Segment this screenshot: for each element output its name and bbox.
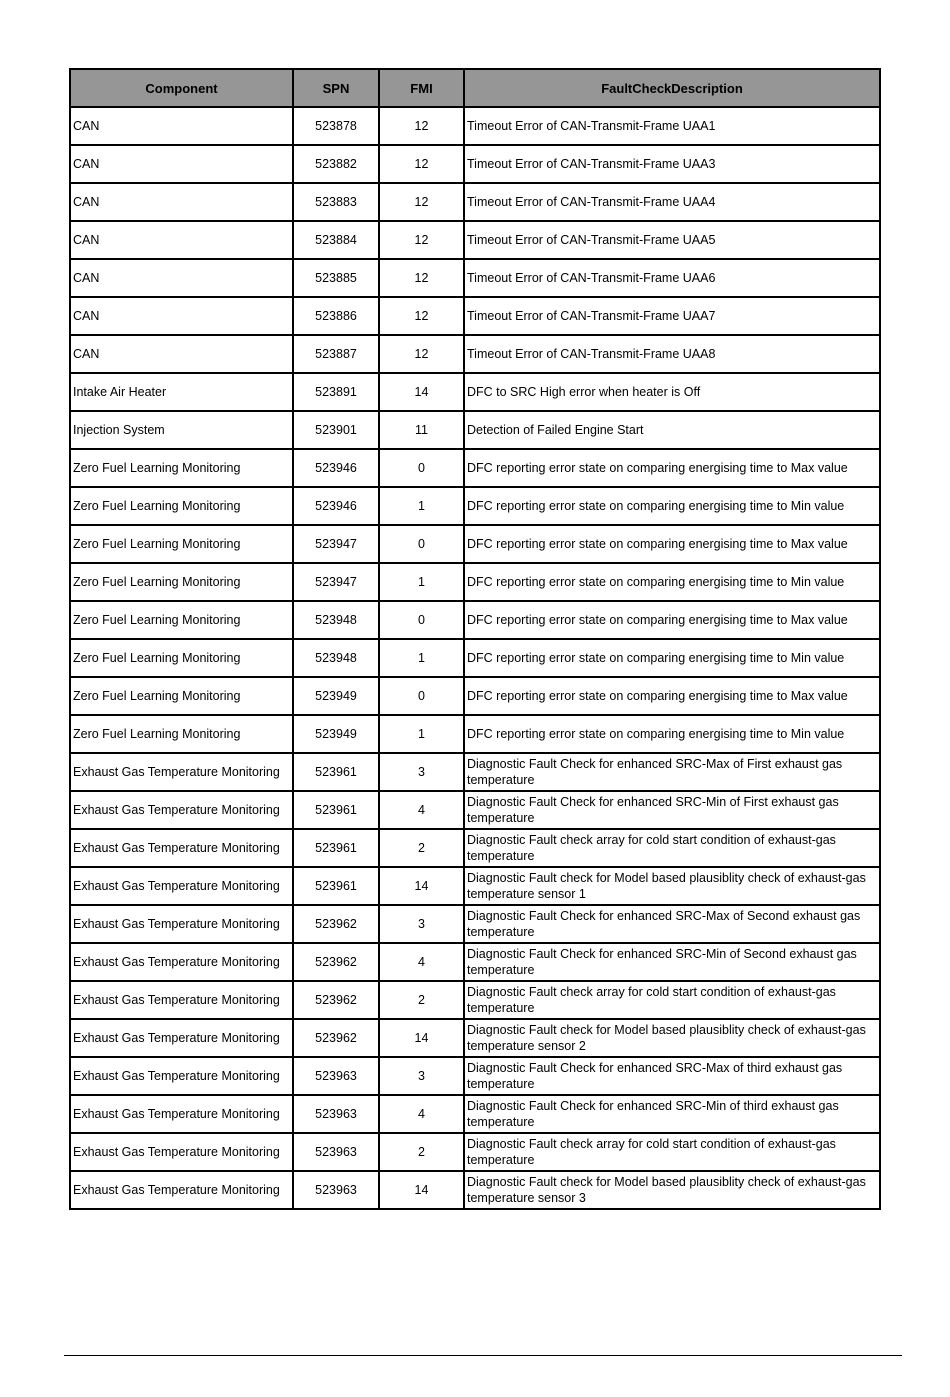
table-row (70, 677, 880, 715)
cell-component: Exhaust Gas Temperature Monitoring (70, 1095, 293, 1133)
cell-component: Zero Fuel Learning Monitoring (70, 639, 293, 677)
table-row (70, 487, 880, 525)
table-row (70, 943, 880, 981)
cell-fmi: 14 (379, 1171, 464, 1209)
cell-spn: 523886 (293, 297, 379, 335)
cell-description: Timeout Error of CAN-Transmit-Frame UAA1 (464, 107, 880, 145)
cell-description: Diagnostic Fault Check for enhanced SRC-Max of Second exhaust gas temperature (464, 905, 880, 943)
cell-spn: 523962 (293, 905, 379, 943)
cell-description: Diagnostic Fault check for Model based plausiblity check of exhaust-gas temperature sensor 3 (464, 1171, 880, 1209)
cell-description: Timeout Error of CAN-Transmit-Frame UAA5 (464, 221, 880, 259)
cell-fmi: 1 (379, 639, 464, 677)
cell-spn: 523884 (293, 221, 379, 259)
cell-fmi: 2 (379, 981, 464, 1019)
cell-description: DFC reporting error state on comparing energising time to Max value (464, 449, 880, 487)
table-row (70, 1057, 880, 1095)
cell-fmi: 0 (379, 449, 464, 487)
cell-spn: 523878 (293, 107, 379, 145)
cell-fmi: 12 (379, 107, 464, 145)
cell-fmi: 2 (379, 829, 464, 867)
cell-spn: 523949 (293, 715, 379, 753)
cell-component: CAN (70, 145, 293, 183)
cell-component: Exhaust Gas Temperature Monitoring (70, 867, 293, 905)
header-spn: SPN (293, 69, 379, 107)
table-row (70, 867, 880, 905)
cell-spn: 523887 (293, 335, 379, 373)
table-row (70, 145, 880, 183)
cell-spn: 523947 (293, 525, 379, 563)
cell-component: Exhaust Gas Temperature Monitoring (70, 829, 293, 867)
cell-description: DFC reporting error state on comparing energising time to Min value (464, 715, 880, 753)
cell-component: Exhaust Gas Temperature Monitoring (70, 905, 293, 943)
header-component: Component (70, 69, 293, 107)
table-row (70, 297, 880, 335)
cell-fmi: 14 (379, 373, 464, 411)
cell-fmi: 12 (379, 183, 464, 221)
cell-description: Detection of Failed Engine Start (464, 411, 880, 449)
table-row (70, 829, 880, 867)
cell-component: Exhaust Gas Temperature Monitoring (70, 981, 293, 1019)
cell-description: Timeout Error of CAN-Transmit-Frame UAA6 (464, 259, 880, 297)
cell-component: Zero Fuel Learning Monitoring (70, 677, 293, 715)
cell-spn: 523963 (293, 1057, 379, 1095)
cell-description: DFC reporting error state on comparing energising time to Min value (464, 639, 880, 677)
cell-spn: 523962 (293, 981, 379, 1019)
cell-fmi: 12 (379, 335, 464, 373)
table-row (70, 639, 880, 677)
table-row (70, 1095, 880, 1133)
cell-spn: 523882 (293, 145, 379, 183)
cell-description: DFC reporting error state on comparing energising time to Max value (464, 601, 880, 639)
cell-component: Exhaust Gas Temperature Monitoring (70, 791, 293, 829)
cell-fmi: 2 (379, 1133, 464, 1171)
cell-fmi: 4 (379, 943, 464, 981)
table-row (70, 981, 880, 1019)
cell-fmi: 1 (379, 563, 464, 601)
table-row (70, 107, 880, 145)
cell-fmi: 12 (379, 145, 464, 183)
cell-description: Diagnostic Fault Check for enhanced SRC-Min of First exhaust gas temperature (464, 791, 880, 829)
cell-spn: 523901 (293, 411, 379, 449)
cell-fmi: 3 (379, 905, 464, 943)
cell-description: DFC reporting error state on comparing energising time to Max value (464, 677, 880, 715)
cell-component: Injection System (70, 411, 293, 449)
cell-description: Timeout Error of CAN-Transmit-Frame UAA8 (464, 335, 880, 373)
table-row (70, 1019, 880, 1057)
header-fmi: FMI (379, 69, 464, 107)
cell-fmi: 14 (379, 867, 464, 905)
cell-component: Zero Fuel Learning Monitoring (70, 525, 293, 563)
table-row (70, 259, 880, 297)
cell-description: Diagnostic Fault Check for enhanced SRC-Min of third exhaust gas temperature (464, 1095, 880, 1133)
table-row (70, 753, 880, 791)
cell-spn: 523948 (293, 601, 379, 639)
table-body (70, 107, 880, 1209)
cell-fmi: 14 (379, 1019, 464, 1057)
cell-description: Diagnostic Fault Check for enhanced SRC-Max of First exhaust gas temperature (464, 753, 880, 791)
cell-fmi: 1 (379, 487, 464, 525)
header-row (70, 69, 880, 107)
table-header (70, 69, 880, 107)
table-row (70, 411, 880, 449)
table-row (70, 563, 880, 601)
cell-component: Zero Fuel Learning Monitoring (70, 449, 293, 487)
cell-description: Timeout Error of CAN-Transmit-Frame UAA4 (464, 183, 880, 221)
cell-spn: 523885 (293, 259, 379, 297)
cell-description: Diagnostic Fault check array for cold start condition of exhaust-gas temperature (464, 981, 880, 1019)
cell-spn: 523946 (293, 487, 379, 525)
cell-component: CAN (70, 221, 293, 259)
cell-component: CAN (70, 259, 293, 297)
table-row (70, 449, 880, 487)
cell-fmi: 0 (379, 677, 464, 715)
cell-component: CAN (70, 107, 293, 145)
cell-component: CAN (70, 183, 293, 221)
cell-spn: 523961 (293, 791, 379, 829)
cell-spn: 523891 (293, 373, 379, 411)
table-row (70, 221, 880, 259)
table-row (70, 791, 880, 829)
cell-description: DFC reporting error state on comparing energising time to Max value (464, 525, 880, 563)
table-row (70, 601, 880, 639)
footer-divider (64, 1355, 902, 1356)
table-row (70, 183, 880, 221)
cell-component: Exhaust Gas Temperature Monitoring (70, 1171, 293, 1209)
table-row (70, 525, 880, 563)
cell-spn: 523949 (293, 677, 379, 715)
header-description: FaultCheckDescription (464, 69, 880, 107)
fault-check-table (69, 68, 881, 1210)
cell-fmi: 0 (379, 601, 464, 639)
cell-description: DFC to SRC High error when heater is Off (464, 373, 880, 411)
cell-fmi: 12 (379, 259, 464, 297)
cell-spn: 523948 (293, 639, 379, 677)
cell-fmi: 4 (379, 791, 464, 829)
cell-spn: 523963 (293, 1133, 379, 1171)
cell-description: Timeout Error of CAN-Transmit-Frame UAA7 (464, 297, 880, 335)
cell-spn: 523963 (293, 1171, 379, 1209)
cell-fmi: 1 (379, 715, 464, 753)
cell-spn: 523961 (293, 867, 379, 905)
cell-component: Exhaust Gas Temperature Monitoring (70, 1057, 293, 1095)
cell-fmi: 12 (379, 297, 464, 335)
cell-component: Exhaust Gas Temperature Monitoring (70, 943, 293, 981)
cell-spn: 523963 (293, 1095, 379, 1133)
cell-fmi: 11 (379, 411, 464, 449)
cell-description: Diagnostic Fault check for Model based plausiblity check of exhaust-gas temperature sensor 1 (464, 867, 880, 905)
cell-component: Exhaust Gas Temperature Monitoring (70, 753, 293, 791)
cell-spn: 523962 (293, 943, 379, 981)
cell-spn: 523961 (293, 829, 379, 867)
cell-description: Timeout Error of CAN-Transmit-Frame UAA3 (464, 145, 880, 183)
cell-component: CAN (70, 297, 293, 335)
table-row (70, 335, 880, 373)
cell-spn: 523947 (293, 563, 379, 601)
cell-component: Exhaust Gas Temperature Monitoring (70, 1133, 293, 1171)
cell-spn: 523961 (293, 753, 379, 791)
cell-fmi: 0 (379, 525, 464, 563)
cell-description: Diagnostic Fault Check for enhanced SRC-Min of Second exhaust gas temperature (464, 943, 880, 981)
cell-fmi: 3 (379, 1057, 464, 1095)
cell-description: Diagnostic Fault check array for cold start condition of exhaust-gas temperature (464, 1133, 880, 1171)
cell-spn: 523962 (293, 1019, 379, 1057)
cell-component: Zero Fuel Learning Monitoring (70, 601, 293, 639)
table-row (70, 1133, 880, 1171)
cell-component: Zero Fuel Learning Monitoring (70, 563, 293, 601)
cell-fmi: 12 (379, 221, 464, 259)
cell-description: Diagnostic Fault Check for enhanced SRC-Max of third exhaust gas temperature (464, 1057, 880, 1095)
cell-fmi: 3 (379, 753, 464, 791)
table-row (70, 905, 880, 943)
cell-fmi: 4 (379, 1095, 464, 1133)
table-row (70, 373, 880, 411)
cell-description: DFC reporting error state on comparing energising time to Min value (464, 563, 880, 601)
cell-component: Exhaust Gas Temperature Monitoring (70, 1019, 293, 1057)
table-row (70, 715, 880, 753)
table-row (70, 1171, 880, 1209)
cell-component: Intake Air Heater (70, 373, 293, 411)
cell-description: Diagnostic Fault check array for cold start condition of exhaust-gas temperature (464, 829, 880, 867)
cell-description: DFC reporting error state on comparing energising time to Min value (464, 487, 880, 525)
cell-component: Zero Fuel Learning Monitoring (70, 715, 293, 753)
cell-component: Zero Fuel Learning Monitoring (70, 487, 293, 525)
cell-spn: 523883 (293, 183, 379, 221)
cell-spn: 523946 (293, 449, 379, 487)
cell-description: Diagnostic Fault check for Model based plausiblity check of exhaust-gas temperature sensor 2 (464, 1019, 880, 1057)
cell-component: CAN (70, 335, 293, 373)
